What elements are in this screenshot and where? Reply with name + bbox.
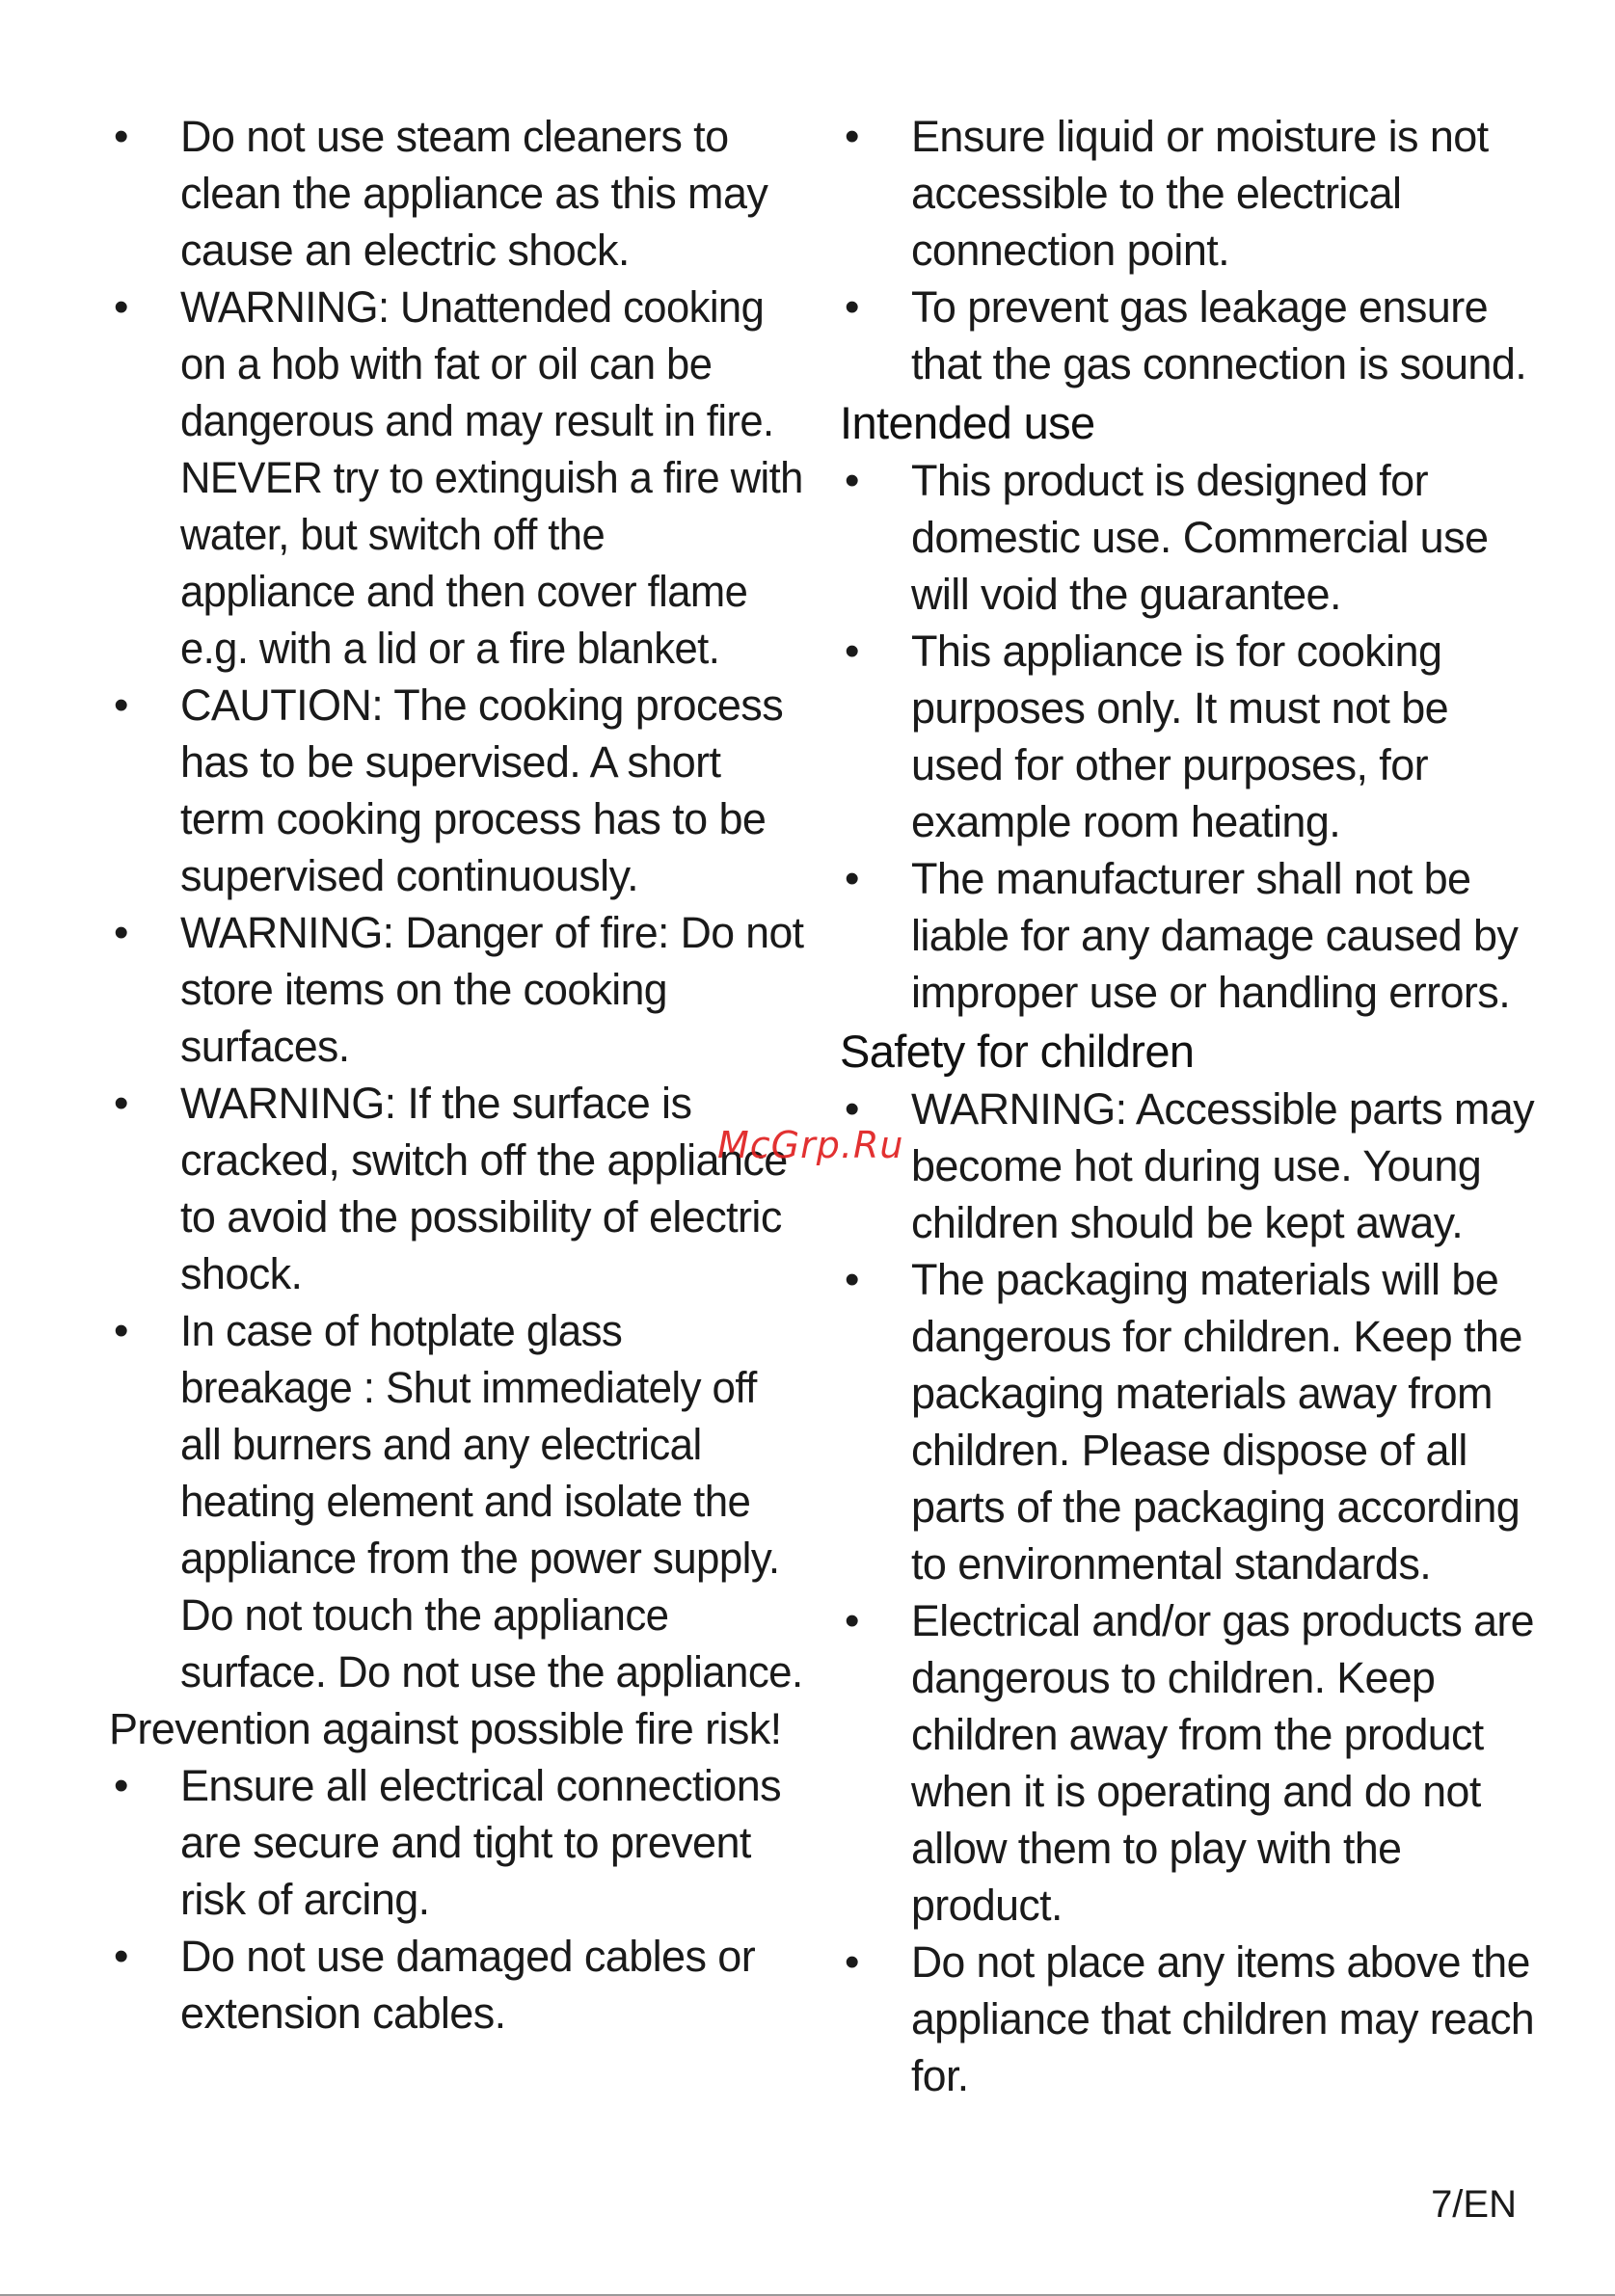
bullet-icon: •	[114, 113, 128, 160]
list-item	[109, 108, 803, 279]
bullet-icon: •	[845, 457, 859, 504]
list-item	[840, 850, 1534, 1021]
bullet-icon: •	[114, 1080, 128, 1127]
right-bullet-list-b	[840, 452, 1534, 1021]
list-item	[109, 1302, 803, 1700]
list-item-text: Do not use damaged cables or extension cables.	[180, 1932, 756, 2038]
list-item	[840, 279, 1534, 392]
right-bullet-list-c	[840, 1081, 1534, 2104]
list-item-text: CAUTION: The cooking process has to be supervised. A short term cooking process has to be supervised continuously.	[180, 681, 784, 900]
list-item	[840, 1934, 1534, 2104]
list-item-text: WARNING: Danger of fire: Do not store items on the cooking surfaces.	[180, 908, 804, 1071]
left-bullet-list-a	[109, 108, 803, 1700]
list-item-text: WARNING: Accessible parts may become hot during use. Young children should be kept away.	[911, 1084, 1535, 1247]
list-item	[840, 1251, 1534, 1592]
list-item-text: The manufacturer shall not be liable for any damage caused by improper use or handling errors.	[911, 854, 1519, 1017]
list-item-text: Ensure liquid or moisture is not accessible to the electrical connection point.	[911, 112, 1489, 275]
fire-risk-heading: Prevention against possible fire risk!	[109, 1704, 782, 1753]
list-item-text: In case of hotplate glass breakage : Shut immediately off all burners and any electrical heating element and isolate the appliance from the power supply. Do not touch the appliance surface. Do not use the appliance.	[180, 1306, 803, 1696]
bullet-icon: •	[845, 113, 859, 160]
section-heading-intended-use: Intended use	[840, 397, 1095, 448]
list-item-text: Electrical and/or gas products are dangerous to children. Keep children away from the product when it is operating and do not allow them to play with the product.	[911, 1596, 1534, 1930]
list-item-text: Do not place any items above the appliance that children may reach for.	[911, 1937, 1535, 2100]
list-item	[840, 1592, 1534, 1934]
right-column	[840, 108, 1534, 2104]
watermark: McGrp.Ru	[717, 1124, 904, 1166]
list-item	[840, 108, 1534, 279]
bullet-icon: •	[845, 1597, 859, 1644]
list-item	[109, 677, 803, 904]
list-item-text: To prevent gas leakage ensure that the gas connection is sound.	[911, 282, 1527, 388]
bullet-icon: •	[845, 1256, 859, 1303]
left-column	[109, 108, 803, 2042]
list-item-text: The packaging materials will be dangerous for children. Keep the packaging materials away from children. Please dispose of all parts of the packaging according to environmental standards.	[911, 1255, 1522, 1589]
list-item-text: WARNING: If the surface is cracked, switch off the appliance to avoid the possibility of electric shock.	[180, 1079, 788, 1298]
list-item-text: WARNING: Unattended cooking on a hob with fat or oil can be dangerous and may result in fire. NEVER try to extinguish a fire with water, but switch off the appliance and then cover flame e.g. with a lid or a fire blanket.	[180, 282, 803, 673]
bullet-icon: •	[114, 1307, 128, 1354]
list-item	[109, 1928, 803, 2042]
list-item-text: Do not use steam cleaners to clean the appliance as this may cause an electric shock.	[180, 112, 768, 275]
list-item	[840, 452, 1534, 623]
list-item	[109, 1075, 803, 1302]
list-item-text: This product is designed for domestic use. Commercial use will void the guarantee.	[911, 456, 1489, 619]
section-heading-safety-for-children: Safety for children	[840, 1026, 1195, 1077]
bullet-icon: •	[114, 283, 128, 331]
right-bullet-list-a	[840, 108, 1534, 392]
page-number: 7/EN	[1431, 2183, 1517, 2226]
list-item	[109, 904, 803, 1075]
list-item	[109, 1757, 803, 1928]
bullet-icon: •	[845, 1938, 859, 1986]
bullet-icon: •	[845, 1085, 859, 1133]
bullet-icon: •	[845, 627, 859, 675]
bullet-icon: •	[114, 1933, 128, 1980]
list-item-text: This appliance is for cooking purposes only. It must not be used for other purposes, for example room heating.	[911, 627, 1449, 846]
bullet-icon: •	[845, 855, 859, 902]
list-item	[840, 1081, 1534, 1251]
list-item	[109, 279, 803, 677]
bullet-icon: •	[845, 283, 859, 331]
left-bullet-list-b	[109, 1757, 803, 2042]
bullet-icon: •	[114, 1762, 128, 1809]
list-item	[840, 623, 1534, 850]
bullet-icon: •	[114, 681, 128, 729]
bullet-icon: •	[114, 909, 128, 956]
list-item-text: Ensure all electrical connections are secure and tight to prevent risk of arcing.	[180, 1761, 782, 1924]
